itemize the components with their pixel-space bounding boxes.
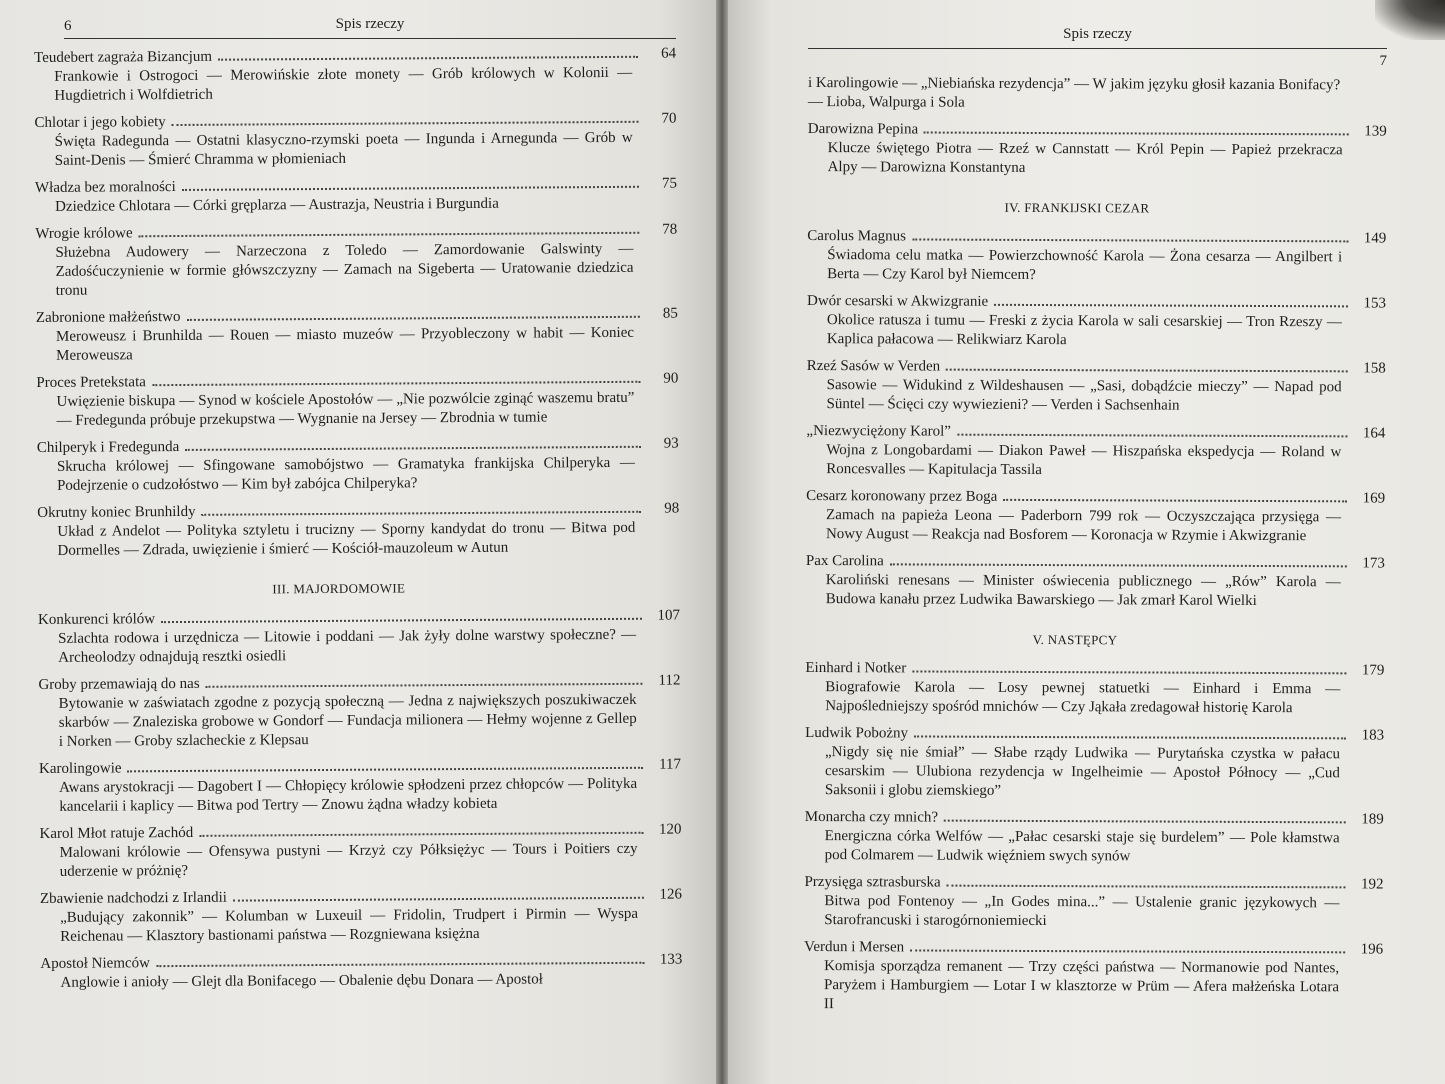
dot-leader: [957, 434, 1347, 438]
toc-entry: [36, 305, 678, 366]
toc-entry-title: Władza bez moralności: [34, 179, 176, 196]
toc-entry-subtitle: Frankowie i Ostrogoci — Merowińskie złote monety — Grób królowych w Kolonii — Hugdietrich i Wolfdietrich: [54, 64, 633, 104]
toc-group: [38, 607, 683, 993]
left-toc: [34, 45, 683, 993]
dot-leader: [128, 767, 644, 773]
toc-entry-subtitle: Układ z Andelot — Polityka sztyletu i trucizny — Sporny kandydat do tronu — Bitwa pod Dormelles — Zdrada, uwięzienie i śmierć — Kościół-mauzoleum w Autun: [57, 519, 636, 559]
toc-entry-subtitle: „Nigdy się nie śmiał” — Słabe rządy Ludwika — Purytańska czystka w pałacu cesarskim — Ulubiona rezydencja w Ingelheimie — Apostoł Północy — „Cud Saksonii i globu ziemskiego”: [824, 744, 1341, 799]
toc-entry-page: 192: [1360, 876, 1384, 893]
toc-entry-subtitle: Klucze świętego Piotra — Rzeź w Cannstatt — Król Pepin — Papież przekracza Alpy — Darowizna Konstantyna: [827, 140, 1343, 176]
toc-entry-page: 164: [1362, 425, 1386, 442]
toc-group: [804, 659, 1385, 1017]
toc-entry-page: 179: [1361, 662, 1385, 679]
dot-leader: [182, 186, 639, 191]
toc-entry-page: 183: [1361, 727, 1385, 744]
toc-entry-subtitle: Sasowie — Widukind z Wildeshausen — „Sasi, dobądźcie mieczy” — Napad pod Süntel — Ścięci czy wywiezieni? — Verden i Sachsenhain: [826, 377, 1342, 414]
dot-leader: [185, 446, 641, 451]
toc-entry-page: 149: [1363, 230, 1387, 247]
toc-entry-page: 169: [1362, 490, 1386, 507]
toc-entry-title: Chilperyk i Fredegunda: [36, 438, 180, 456]
section-heading-nastepcy: V. NASTĘPCY: [1032, 631, 1118, 648]
dot-leader: [994, 304, 1348, 308]
toc-entry-subtitle: Skrucha królowej — Sfingowane samobójstwo — Gramatyka frankijska Chilperyka — Podejrzenie o cudzołóstwo — Kim był zabójca Chilperyka?: [56, 454, 635, 494]
right-page-header: [808, 26, 1387, 49]
dot-leader: [947, 885, 1346, 889]
dot-leader: [910, 949, 1345, 953]
toc-entry-title: Karolingowie: [38, 760, 122, 777]
toc-entry-head: [804, 938, 1383, 960]
toc-entry: [39, 820, 681, 881]
toc-entry-page: 98: [664, 500, 680, 517]
toc-entry-title: Chlotar i jego kobiety: [34, 114, 166, 131]
toc-entry-subtitle: Energiczna córka Welfów — „Pałac cesarski staje się burdelem” — Pole kłamstwa pod Colmarem — Ludwik więźniem swych synów: [824, 828, 1340, 865]
toc-entry-title: Konkurenci królów: [37, 611, 156, 628]
toc-entry-title: Zbawienie nadchodzi z Irlandii: [39, 889, 228, 907]
toc-entry-title: Monarcha czy mnich?: [804, 808, 939, 826]
toc-entry-head: [805, 724, 1384, 746]
book-gutter: [716, 0, 728, 1084]
toc-entry-subtitle: Uwięzienie biskupa — Synod w kościele Apostołów — „Nie pozwólcie zginąć waszemu bratu” — Fredegunda próbuje przekupstwa — Wygnanie na Jersey — Zbrodnia w tumie: [56, 389, 635, 429]
toc-entry-subtitle: Biografowie Karola — Losy pewnej statuetki — Einhard i Emma — Najpośledniejszy spośród mnichów — Czy Jąkała zredagował historię Karola: [825, 679, 1341, 717]
toc-entry: [808, 120, 1387, 180]
toc-entry-head: [805, 808, 1384, 830]
left-page-header: [64, 16, 676, 39]
toc-entry-title: Cesarz koronowany przez Boga: [806, 487, 998, 505]
right-page: [728, 0, 1445, 1084]
toc-entry-subtitle: Bytowanie w zaświatach zgodne z pozycją społeczną — Jedna z największych poszukiwaczek skarbów — Znaleziska grobowe w Gondorf — Fundacja milionera — Hełmy wojenne z Gellep i Norken — Groby szlacheckie z Klepsau: [58, 691, 637, 750]
toc-entry: [806, 487, 1385, 547]
toc-entry: [40, 885, 682, 946]
toc-entry: [807, 227, 1386, 287]
toc-entry-title: Carolus Magnus: [807, 227, 907, 245]
toc-entry-page: 189: [1361, 811, 1384, 828]
toc-entry-title: Einhard i Notker: [805, 659, 907, 677]
dot-leader: [890, 563, 1347, 567]
toc-entry: [38, 672, 681, 752]
toc-entry-head: [806, 487, 1385, 509]
toc-entry-page: 107: [657, 607, 681, 624]
toc-group: [808, 120, 1387, 180]
dot-leader: [944, 820, 1346, 824]
toc-entry: [37, 435, 679, 496]
toc-entry-page: 90: [663, 370, 679, 387]
toc-entry-page: 70: [661, 110, 677, 127]
toc-entry-subtitle: Awans arystokracji — Dagobert I — Chłopięcy królowie spłodzeni przez chłopców — Polityka kancelarii i kaplicy — Bitwa pod Tertry — Znowu żądna władzy kobieta: [59, 775, 638, 815]
dot-leader: [1003, 499, 1347, 503]
toc-entry-page: 133: [659, 951, 683, 968]
dot-leader: [924, 132, 1349, 136]
toc-entry-subtitle: Wojna z Longobardami — Diakon Paweł — Hiszpańska ekspedycja — Roland w Roncesvalles — Kapitulacja Tassila: [826, 442, 1342, 479]
dot-leader: [206, 683, 643, 688]
toc-entry-title: Apostoł Niemców: [40, 955, 151, 972]
dot-leader: [946, 369, 1348, 373]
section-heading-majordomowie: III. MAJORDOMOWIE: [272, 580, 406, 597]
toc-entry-subtitle: Służebna Audowery — Narzeczona z Toledo — Zamordowanie Galswinty — Zadośćuczynienie w formie główszczyzny — Zamach na Sigeberta — Uratowanie dziedzica tronu: [55, 240, 634, 299]
toc-entry-page: 196: [1360, 941, 1384, 958]
toc-entry-page: 78: [662, 221, 678, 238]
dot-leader: [912, 238, 1348, 242]
toc-entry-subtitle: Świadoma celu matka — Powierzchowność Karola — Żona cesarza — Angilbert i Berta — Czy Karol był Niemcem?: [827, 247, 1343, 283]
toc-entry: [804, 938, 1383, 1017]
right-toc: [804, 74, 1387, 1017]
toc-entry: [807, 292, 1386, 352]
toc-entry-head: [807, 292, 1386, 314]
toc-entry-head: [806, 422, 1385, 444]
toc-entry-subtitle: Święta Radegunda — Ostatni klasyczno-rzymski poeta — Ingunda i Arnegunda — Grób w Saint-Denis — Śmierć Chramma w płomieniach: [54, 129, 633, 169]
toc-entry-head: [807, 357, 1386, 379]
dot-leader: [199, 832, 643, 837]
toc-entry-head: [808, 120, 1387, 142]
toc-entry-subtitle: „Budujący zakonnik” — Kolumban w Luxeuil — Fridolin, Trudpert i Pirmin — Wyspa Reichenau — Klasztory bastionami państwa — Rozgniewana księżna: [60, 905, 639, 945]
toc-entry-title: Wrogie królowe: [35, 225, 133, 242]
toc-entry-title: „Niezwyciężony Karol”: [806, 422, 951, 440]
toc-group: [34, 45, 680, 561]
toc-entry-title: Pax Carolina: [805, 552, 884, 570]
continued-entry-text: i Karolingowie — „Niebiańska rezydencja” — W jakim języku głosił kazania Bonifacy? — Lioba, Walpurga i Sola: [807, 74, 1341, 111]
toc-entry: [35, 221, 678, 301]
toc-entry-title: Darowizna Pepina: [807, 120, 919, 138]
toc-entry-page: 75: [661, 175, 678, 192]
dot-leader: [186, 316, 639, 321]
toc-entry-page: 173: [1362, 555, 1385, 572]
dot-leader: [161, 618, 642, 623]
toc-entry: [35, 175, 677, 217]
toc-entry-page: 139: [1364, 123, 1387, 140]
right-page-number: 7: [1379, 53, 1387, 69]
toc-entry-page: 153: [1363, 295, 1387, 312]
toc-entry-head: [805, 659, 1384, 681]
toc-entry: [807, 357, 1386, 417]
toc-entry-subtitle: Malowani królowie — Ofensywa pustyni — Krzyż czy Półksiężyc — Tours i Poitiers czy uderzenie w próżnię?: [59, 840, 638, 880]
toc-entry-head: [804, 873, 1383, 895]
toc-entry: [806, 422, 1385, 482]
toc-entry: [806, 552, 1385, 612]
dot-leader: [156, 962, 644, 967]
toc-entry-head: [807, 227, 1386, 249]
toc-entry-subtitle: Szlachta rodowa i urzędnicza — Litowie i poddani — Jak żyły dolne warstwy społeczne? — Archeolodzy odnajdują resztki osiedli: [58, 626, 637, 666]
toc-entry-subtitle: Karoliński renesans — Minister oświecenia publicznego — „Rów” Karola — Budowa kanału przez Ludwika Bawarskiego — Jak zmarł Karol Wielki: [825, 572, 1341, 609]
toc-entry-subtitle: Komisja sporządza remanent — Trzy części państwa — Normanowie pod Nantes, Paryżem i Hamburgiem — Lotar I w klasztorze w Prüm — Afera małżeńska Lotara II: [823, 958, 1340, 1013]
toc-group: [806, 227, 1387, 612]
toc-entry-page: 120: [658, 821, 682, 838]
toc-entry: [804, 873, 1383, 933]
section-heading-frankijski-cezar: IV. FRANKIJSKI CEZAR: [1004, 199, 1150, 216]
toc-entry: [36, 370, 678, 431]
toc-entry-title: Teudebert zagraża Bizancjum: [34, 48, 213, 66]
toc-entry: [38, 607, 680, 668]
toc-entry: [805, 808, 1384, 868]
toc-entry-title: Dwór cesarski w Akwizgranie: [806, 292, 989, 310]
toc-entry-page: 64: [660, 45, 677, 62]
toc-entry-title: Karol Młot ratuje Zachód: [39, 824, 194, 842]
toc-entry: [34, 110, 676, 171]
toc-entry-title: Okrutny koniec Brunhildy: [37, 503, 196, 521]
toc-entry-page: 126: [659, 886, 682, 903]
toc-entry: [805, 659, 1384, 719]
dot-leader: [152, 381, 640, 386]
left-running-title: Spis rzeczy: [335, 16, 405, 32]
dot-leader: [202, 511, 642, 516]
toc-entry-title: Verdun i Mersen: [804, 938, 905, 956]
dot-leader: [139, 232, 640, 237]
toc-entry: [37, 500, 679, 561]
dot-leader: [233, 897, 644, 902]
page-corner-shadow: [1375, 0, 1445, 40]
toc-entry-subtitle: Meroweusz i Brunhilda — Rouen — miasto muzeów — Przyobleczony w habit — Koniec Meroweusza: [55, 324, 635, 364]
toc-entry-page: 117: [659, 756, 682, 773]
toc-entry: [40, 950, 682, 992]
toc-entry-title: Proces Pretekstata: [36, 374, 146, 391]
toc-entry-page: 85: [662, 305, 678, 322]
toc-entry-subtitle: Zamach na papieża Leona — Paderborn 799 rok — Oczyszczająca przysięga — Nowy August — Reakcja nad Bosforem — Koronacja w Rzymie i Akwizgranie: [825, 507, 1342, 545]
left-page-number: 6: [64, 18, 72, 34]
toc-entry-title: Ludwik Pobożny: [805, 724, 909, 742]
dot-leader: [912, 670, 1346, 674]
toc-entry: [39, 756, 681, 817]
toc-entry-title: Rzeź Sasów w Verden: [806, 357, 941, 375]
toc-entry-title: Groby przemawiają do nas: [38, 675, 200, 693]
toc-entry-subtitle: Anglowie i anioły — Glejt dla Bonifacego — Obalenie dębu Donara — Apostoł: [60, 971, 543, 991]
toc-entry-head: [806, 552, 1385, 574]
right-running-title: Spis rzeczy: [1063, 26, 1132, 42]
toc-entry-subtitle: Bitwa pod Fontenoy — „In Godes mina...” — Ustalenie granic językowych — Starofrancuski i starogórnoniemiecki: [824, 893, 1340, 930]
dot-leader: [218, 56, 638, 61]
toc-entry-subtitle: Okolice ratusza i tumu — Freski z życia Karola w sali cesarskiej — Tron Rzeszy — Kaplica pałacowa — Relikwiarz Karola: [826, 312, 1342, 349]
toc-entry-title: Przysięga sztrasburska: [804, 873, 941, 891]
toc-entry-subtitle: Dziedzice Chlotara — Córki gręplarza — Austrazja, Neustria i Burgundia: [55, 195, 499, 215]
toc-entry-title: Zabronione małżeństwo: [35, 308, 181, 326]
toc-entry-page: 112: [658, 672, 681, 689]
dot-leader: [914, 735, 1346, 739]
toc-entry-page: 158: [1363, 360, 1386, 377]
dot-leader: [172, 121, 639, 126]
left-page: [0, 0, 716, 1084]
toc-entry: [34, 45, 676, 106]
toc-entry: [805, 724, 1384, 803]
toc-entry-page: 93: [663, 435, 679, 452]
